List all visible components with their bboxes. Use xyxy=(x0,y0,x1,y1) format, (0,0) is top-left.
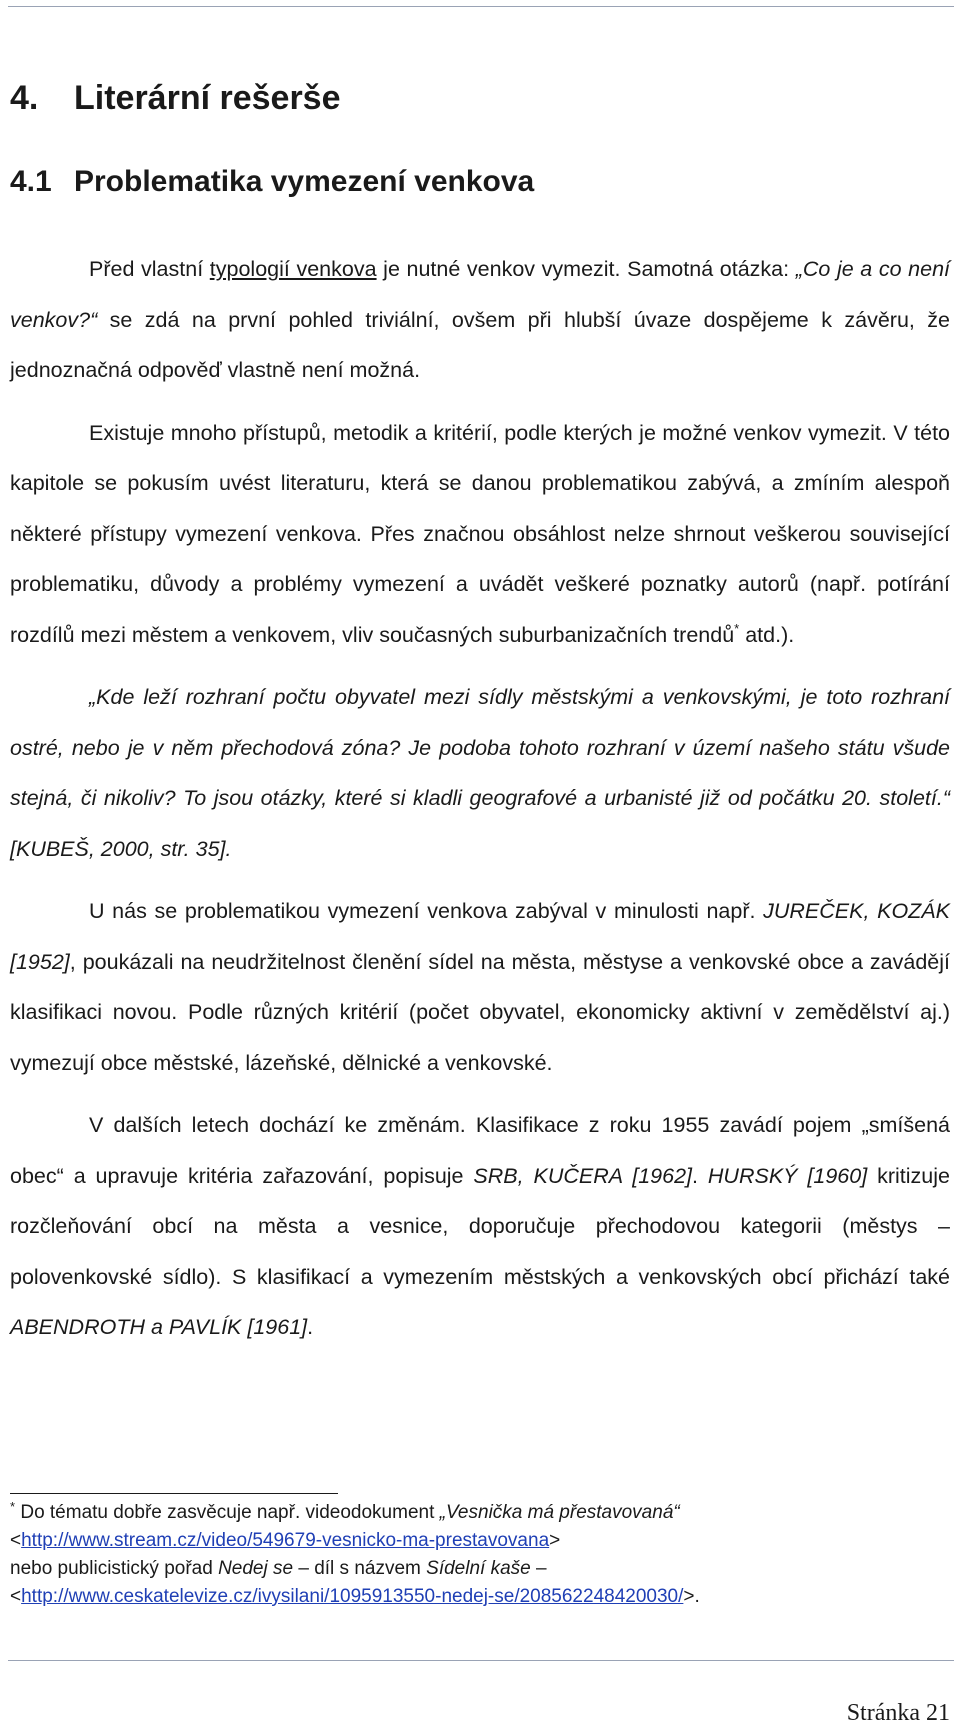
italic-title: Nedej se xyxy=(218,1558,294,1579)
citation: HURSKÝ [1960] xyxy=(707,1163,868,1188)
paragraph-approaches xyxy=(10,408,950,661)
text-run: . xyxy=(692,1163,708,1188)
section-number: 4.1 xyxy=(10,165,52,198)
chapter-number: 4. xyxy=(10,79,39,117)
page-number: Stránka 21 xyxy=(846,1700,950,1726)
bracket: < xyxy=(10,1586,22,1607)
text-run: nebo publicistický pořad xyxy=(10,1558,219,1579)
section-heading xyxy=(10,164,534,200)
section-title: Problematika vymezení venkova xyxy=(74,165,535,198)
ceskatelevize-link[interactable]: http://www.ceskatelevize.cz/ivysilani/1095913550-nedej-se/208562248420030/ xyxy=(21,1586,684,1607)
footer-rule xyxy=(8,1660,954,1661)
footnote-separator xyxy=(10,1493,338,1494)
underlined-term: typologií venkova xyxy=(209,257,377,281)
header-rule xyxy=(8,6,954,7)
stream-link[interactable]: http://www.stream.cz/video/549679-vesnicko-ma-prestavovana xyxy=(21,1530,550,1551)
bracket: > xyxy=(549,1530,561,1551)
text-run: atd.). xyxy=(739,622,795,647)
footnote-line xyxy=(10,1555,950,1583)
text-run: Existuje mnoho přístupů, metodik a kritérií, podle kterých je možné venkov vymezit. V této kapitole se pokusím uvést literaturu, která se danou problematikou zabývá, a zmíním alespoň některé přístupy vymezení venkova. Přes značnou obsáhlost nelze shrnout veškerou související problematiku, důvody a problémy vymezení a uvádět veškeré poznatky autorů (např. potírání rozdílů mezi městem a venkovem, vliv současných suburbanizačních trendů xyxy=(10,420,950,647)
text-run: Do tématu dobře zasvěcuje např. videodokument xyxy=(15,1502,440,1523)
footnote-line xyxy=(10,1499,950,1527)
bracket: >. xyxy=(683,1586,700,1607)
citation: JUREČEK, KOZÁK [1952] xyxy=(10,899,950,974)
paragraph-intro xyxy=(10,244,950,396)
text-run: , poukázali na neudržitelnost členění sídel na města, městyse a venkovské obce a zavádějí klasifikaci novou. Podle různých kritérií (počet obyvatel, ekonomicky aktivní v zemědělství aj.) vymezují obce městské, lázeňské, dělnické a venkovské. xyxy=(10,949,950,1075)
text-run: V dalších letech dochází ke změnám. Klasifikace z roku 1955 zavádí pojem „smíšená obec“ a upravuje kritéria zařazování, popisuje xyxy=(10,1113,950,1188)
italic-title: „Vesnička má přestavovaná“ xyxy=(439,1502,680,1523)
text-run: Před vlastní xyxy=(89,257,210,281)
text-run: U nás se problematikou vymezení venkova zabýval v minulosti např. xyxy=(89,899,764,923)
chapter-heading xyxy=(10,78,341,119)
chapter-title: Literární rešerše xyxy=(74,79,341,117)
footnote-reference[interactable]: * xyxy=(734,620,740,636)
text-run: je nutné venkov vymezit. Samotná otázka: xyxy=(376,257,796,281)
citation: ABENDROTH a PAVLÍK [1961] xyxy=(10,1315,308,1339)
citation: SRB, KUČERA [1962] xyxy=(473,1163,693,1188)
italic-title: Sídelní kaše xyxy=(426,1558,531,1579)
footnote-line xyxy=(10,1527,950,1555)
paragraph-changes xyxy=(10,1100,950,1353)
text-run: – díl s názvem xyxy=(293,1558,427,1579)
body-text xyxy=(10,244,950,1365)
italic-question: „Co je a co není venkov?“ xyxy=(10,257,951,332)
footnote-line xyxy=(10,1583,950,1611)
text-run: – xyxy=(530,1558,547,1579)
footnote-mark: * xyxy=(10,1499,16,1514)
text-run: se zdá na první pohled triviální, ovšem při hlubší úvaze dospějeme k závěru, že jednoznačná odpověď vlastně není možná. xyxy=(10,307,950,382)
text-run: kritizuje rozčleňování obcí na města a vesnice, doporučuje přechodovou kategorii (městys – polovenkovské sídlo). S klasifikací a vymezením městských a venkovských obcí přichází také xyxy=(10,1163,950,1289)
bracket: < xyxy=(10,1530,22,1551)
paragraph-quote: „Kde leží rozhraní počtu obyvatel mezi sídly městskými a venkovskými, je toto rozhraní ostré, nebo je v něm přechodová zóna? Je podoba tohoto rozhraní v území našeho státu všude stejná, či nikoliv? To jsou otázky, které si kladli geografové a urbanisté již od počátku 20. století.“ [KUBEŠ, 2000, str. 35]. xyxy=(10,685,950,861)
paragraph-history xyxy=(10,886,950,1088)
footnote xyxy=(10,1499,950,1611)
text-run: . xyxy=(307,1315,314,1339)
